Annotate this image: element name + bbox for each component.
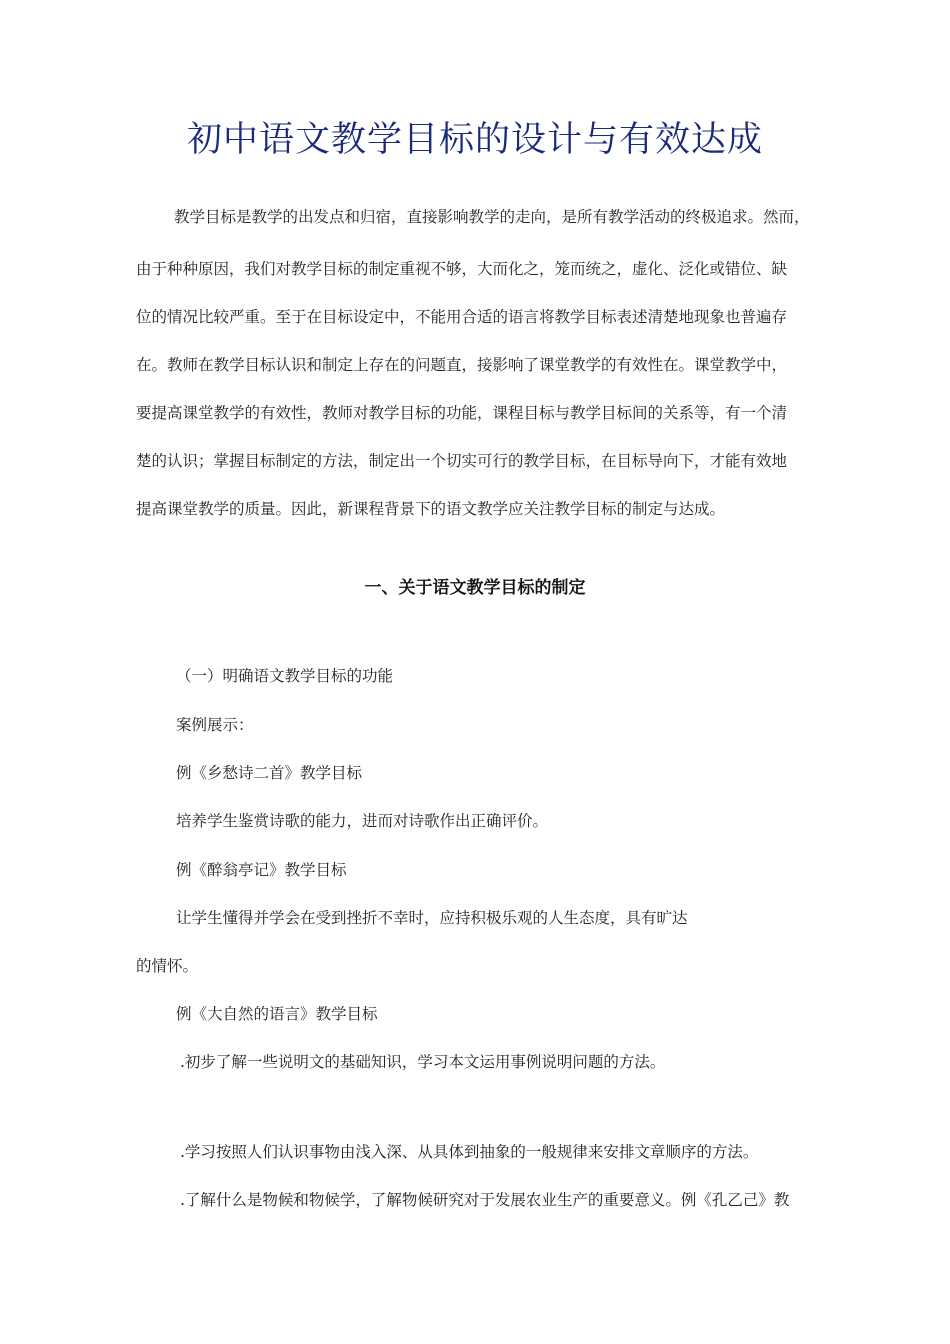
intro-line: 提高课堂教学的质量。因此，新课程背景下的语文教学应关注教学目标的制定与达成。: [136, 500, 726, 518]
example-title: 例《醉翁亭记》教学目标: [176, 861, 347, 879]
subsection-heading: （一）明确语文教学目标的功能: [176, 667, 394, 685]
section-heading: 一、关于语文教学目标的制定: [364, 578, 586, 598]
example-item: .了解什么是物候和物候学，了解物候研究对于发展农业生产的重要意义。例《孔乙己》教: [180, 1191, 790, 1209]
example-item: .学习按照人们认识事物由浅入深、从具体到抽象的一般规律来安排文章顺序的方法。: [180, 1143, 759, 1161]
intro-line: 由于种种原因，我们对教学目标的制定重视不够，大而化之，笼而统之，虚化、泛化或错位、缺: [136, 260, 788, 278]
example-title: 例《大自然的语言》教学目标: [176, 1005, 378, 1023]
intro-line: 要提高课堂教学的有效性，教师对教学目标的功能，课程目标与教学目标间的关系等，有一个清: [136, 404, 788, 422]
intro-line: 教学目标是教学的出发点和归宿，直接影响教学的走向，是所有教学活动的终极追求。然而，: [174, 208, 810, 226]
example-goal: 培养学生鉴赏诗歌的能力，进而对诗歌作出正确评价。: [176, 812, 549, 830]
intro-line: 楚的认识；掌握目标制定的方法，制定出一个切实可行的教学目标，在目标导向下，才能有效地: [136, 452, 788, 470]
case-label: 案例展示：: [176, 716, 254, 734]
example-goal: 让学生懂得并学会在受到挫折不幸时，应持积极乐观的人生态度，具有旷达: [176, 909, 688, 927]
example-goal: 的情怀。: [136, 957, 199, 975]
example-item: .初步了解一些说明文的基础知识，学习本文运用事例说明问题的方法。: [180, 1053, 666, 1071]
example-title: 例《乡愁诗二首》教学目标: [176, 764, 363, 782]
intro-line: 在。教师在教学目标认识和制定上存在的问题直，接影响了课堂教学的有效性在。课堂教学中，: [136, 356, 788, 374]
document-title: 初中语文教学目标的设计与有效达成: [186, 120, 763, 160]
intro-line: 位的情况比较严重。至于在目标设定中，不能用合适的语言将教学目标表述清楚地现象也普遍存: [136, 308, 788, 326]
